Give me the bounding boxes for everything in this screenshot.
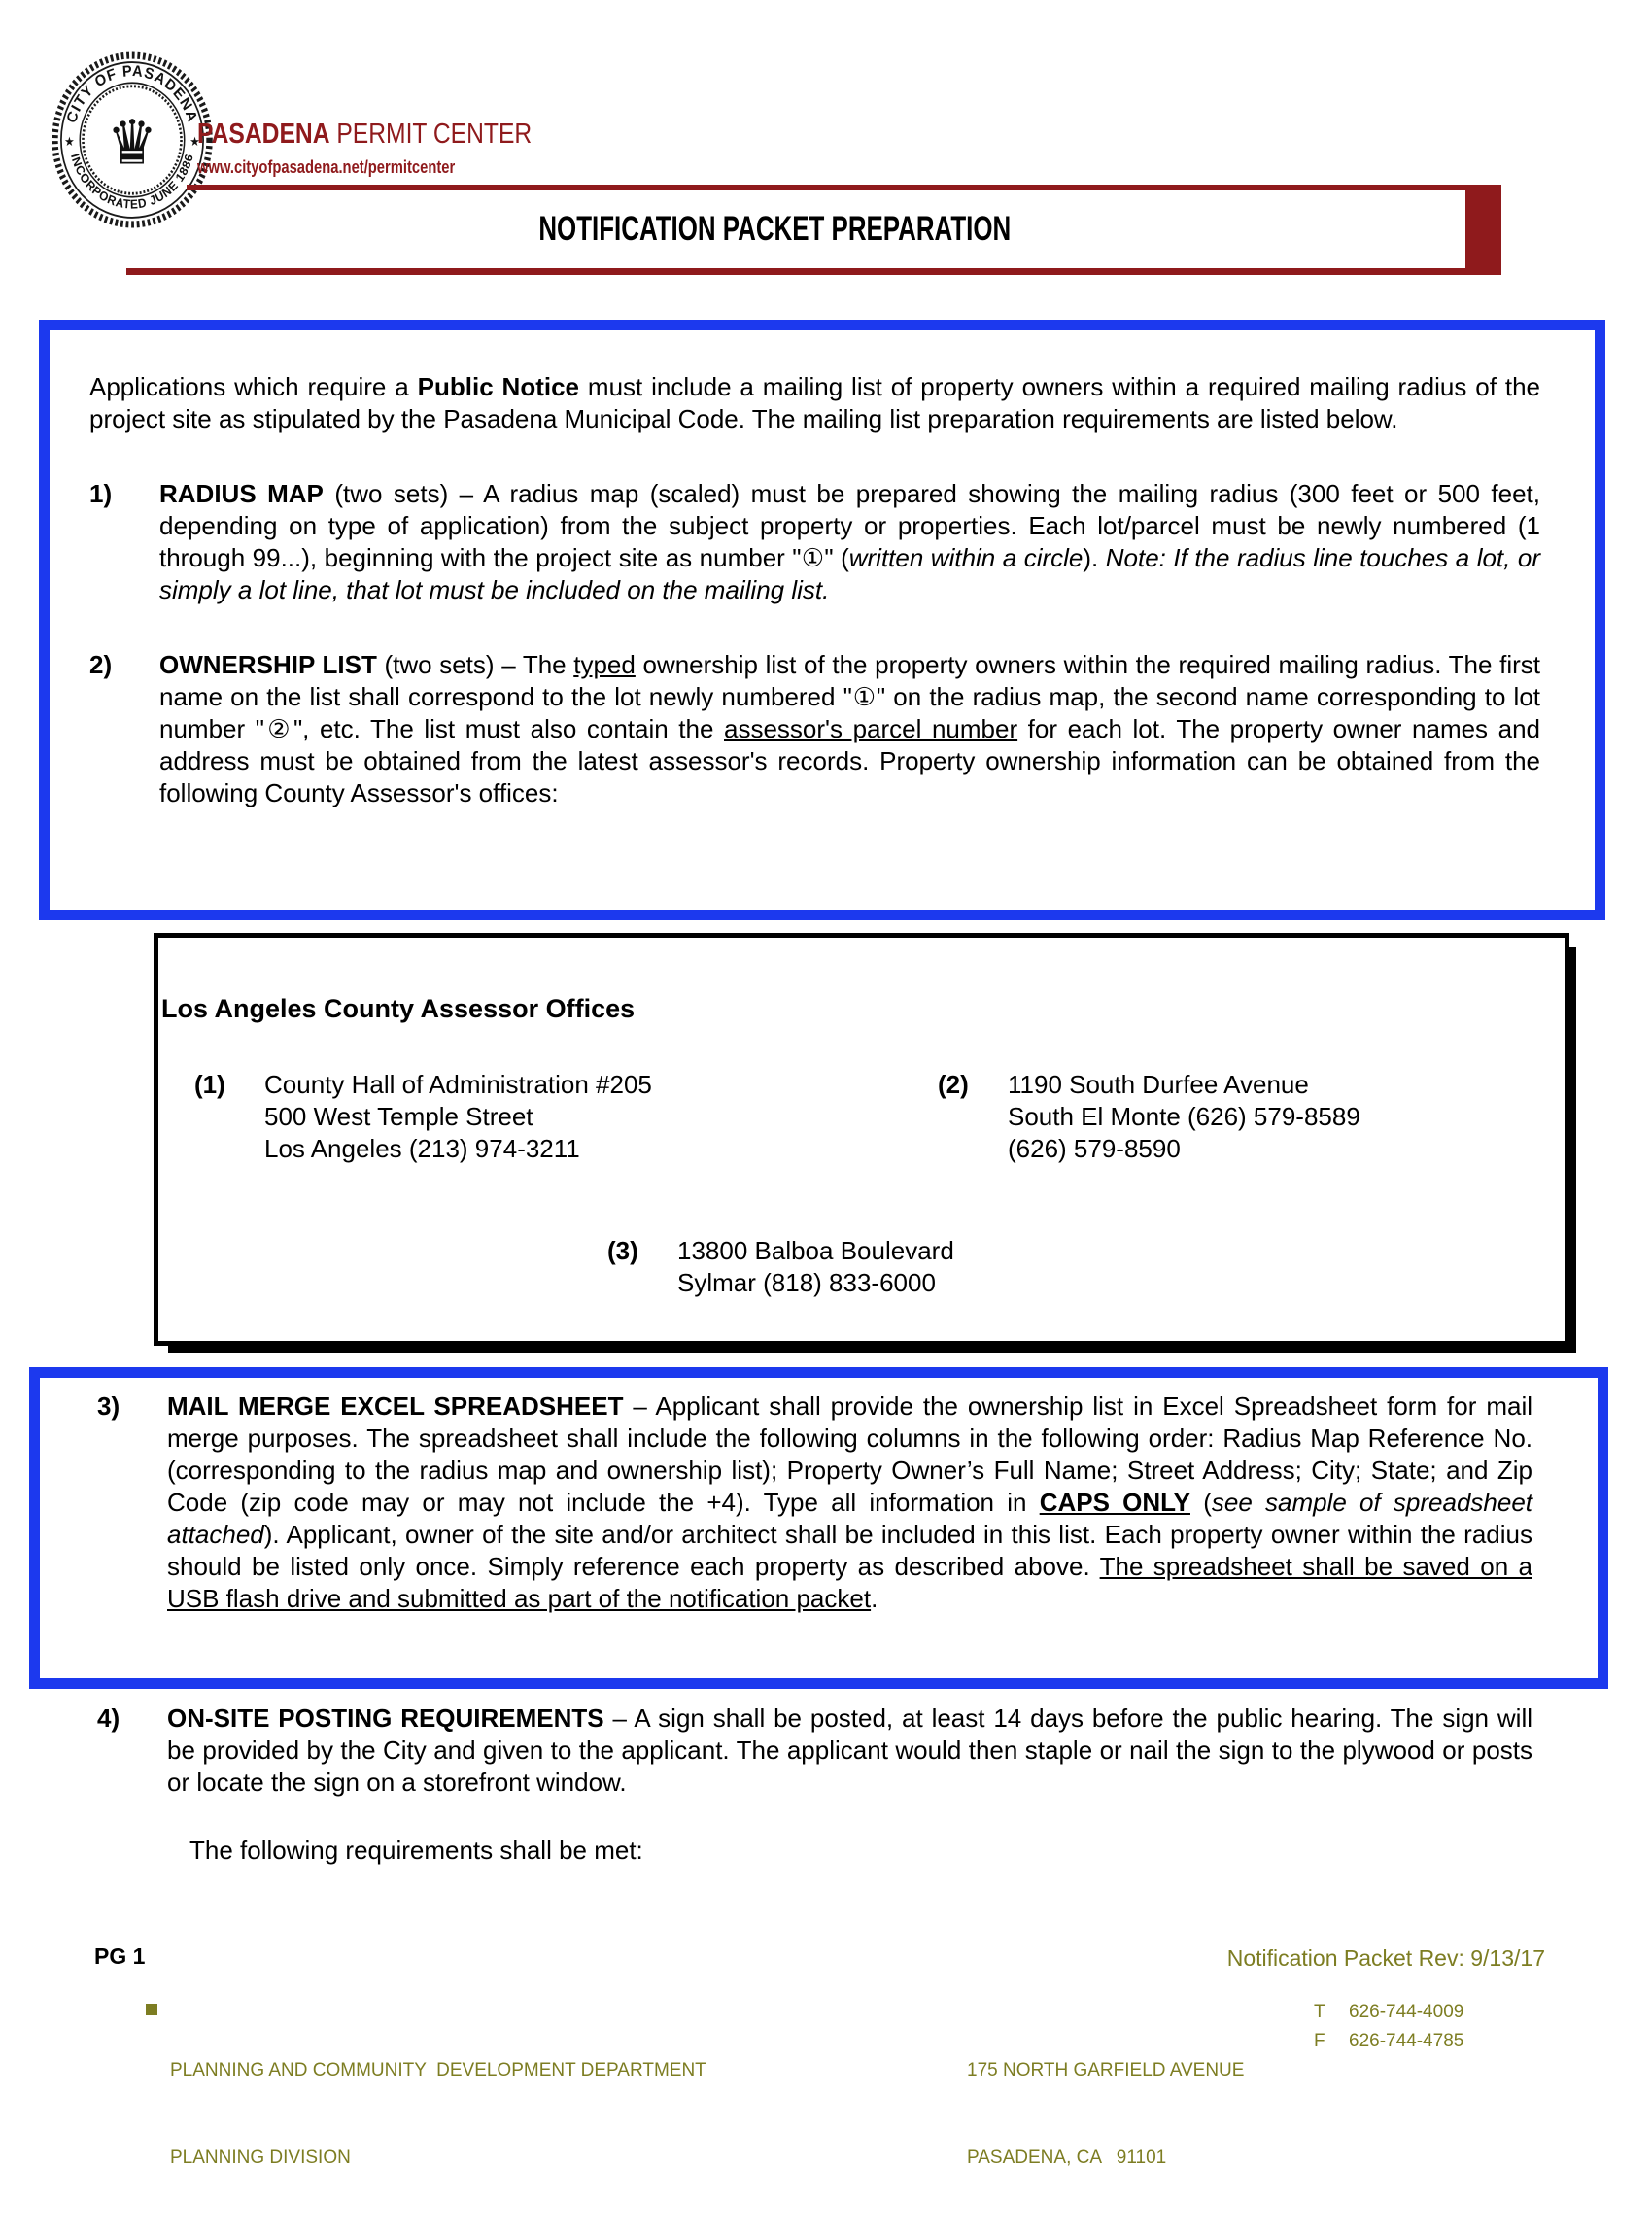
city-state-zip: PASADENA, CA 91101 <box>967 2147 1167 2168</box>
office-address-line: (626) 579-8590 <box>1008 1134 1181 1163</box>
intro-paragraph <box>89 371 1540 435</box>
phone-label: T <box>1314 2002 1325 2022</box>
text-segment: – Applicant shall provide the ownership list in Excel Spreadsheet form for mail merge purposes. The spreadsheet shall include the following columns in the following order: Radius Map Reference No. (corresponding to the radius map and ownership list); Property Owner’s Full Name; Street Address; City; State; and Zip Code (zip code may or may not include the +4). Type all information in <box>167 1391 1532 1517</box>
office-address-line: County Hall of Administration #205 <box>264 1070 652 1099</box>
office-number: (3) <box>607 1236 638 1265</box>
text-segment: ). Applicant, owner of the site and/or architect shall be included in this list. Each property owner within the radius should be listed only once. Simply reference each property as described above. <box>167 1520 1532 1581</box>
office-address-line: 1190 South Durfee Avenue <box>1008 1070 1309 1099</box>
office-address <box>264 1069 652 1165</box>
text-segment: ON-SITE POSTING REQUIREMENTS <box>167 1703 604 1733</box>
text-segment: Public Notice <box>417 372 580 401</box>
assessor-offices-row <box>158 1069 1565 1165</box>
assessor-offices-box <box>154 933 1569 1346</box>
department-name: PLANNING AND COMMUNITY DEVELOPMENT DEPARTMENT <box>170 2060 706 2080</box>
item-body <box>167 1390 1532 1615</box>
brand-name: PASADENA <box>197 119 330 150</box>
street-address: 175 NORTH GARFIELD AVENUE <box>967 2060 1245 2080</box>
brand-suffix: PERMIT CENTER <box>329 119 533 150</box>
public-notice-box <box>39 320 1605 920</box>
text-segment: assessor's parcel number <box>724 714 1018 743</box>
office-number: (2) <box>938 1070 969 1099</box>
text-segment: RADIUS MAP <box>159 479 324 508</box>
phone-number: 626-744-4009 <box>1349 2002 1464 2022</box>
text-segment: must include a mailing list of property owners within a required mailing radius of the project site as stipulated by the Pasadena Municipal Code. The mailing list preparation requirements are listed below. <box>89 372 1540 433</box>
text-segment: written within a circle <box>848 543 1084 572</box>
title-band <box>0 190 1549 268</box>
fax-number: 626-744-4785 <box>1349 2031 1464 2051</box>
text-segment: (two sets) – The <box>376 650 574 679</box>
seal-top-text: CITY OF PASADENA <box>63 62 201 125</box>
list-item-ownership-list <box>89 649 1540 809</box>
department-lines <box>170 1998 706 2231</box>
item-number: 1) <box>89 479 113 508</box>
text-segment: ( <box>1189 1488 1212 1517</box>
star-icon: ★ <box>64 134 75 150</box>
text-segment: – A sign shall be posted, at least 14 days before the public hearing. The sign will be provided by the City and given to the applicant. The applicant would then staple or nail the sign to the plywood or posts or locate the sign on a storefront window. <box>167 1703 1532 1797</box>
footer-department <box>146 1998 706 2231</box>
page-title: NOTIFICATION PACKET PREPARATION <box>538 210 1011 248</box>
office-address-line: South El Monte (626) 579-8589 <box>1008 1102 1360 1131</box>
office-address <box>1008 1069 1360 1165</box>
list-item-mail-merge <box>97 1390 1532 1615</box>
address-lines <box>967 1998 1244 2231</box>
revision-note: Notification Packet Rev: 9/13/17 <box>1226 1945 1545 1971</box>
text-segment: The spreadsheet shall be saved on a USB flash drive and submitted as part of the notification packet <box>167 1552 1532 1613</box>
text-segment: (two sets) – A radius map (scaled) must be prepared showing the mailing radius (300 feet or 500 feet, depending on type of application) from the subject property or properties. Each lot/parcel must be newly numbered (1 through 99...), beginning with the project site as number "①" ( <box>159 479 1540 572</box>
item-body <box>159 478 1540 606</box>
assessor-offices-row <box>158 1235 1565 1299</box>
text-segment: for each lot. The property owner names and address must be obtained from the latest assessor's records. Property ownership information can be obtained from the following County Assessor's offices: <box>159 714 1541 807</box>
text-segment: ownership list of the property owners within the required mailing radius. The first name on the list shall correspond to the lot newly numbered "①" on the radius map, the second name corresponding to lot number "②", etc. The list must also contain the <box>159 650 1540 743</box>
office-address-line: Los Angeles (213) 974-3211 <box>264 1134 580 1163</box>
site-url: www.cityofpasadena.net/permitcenter <box>197 157 456 177</box>
seal-bottom-text: INCORPORATED JUNE 1886 <box>68 152 196 212</box>
footer-phones <box>1314 1998 1463 2056</box>
office-address-line: Sylmar (818) 833-6000 <box>677 1268 936 1297</box>
fax-line <box>1314 2027 1463 2056</box>
office-entry <box>194 1069 938 1165</box>
title-accent-block <box>1465 190 1501 268</box>
item-number: 4) <box>97 1703 120 1733</box>
text-segment: Note: If the radius line touches a lot, or simply a lot line, that lot must be included on the mailing list. <box>159 543 1540 604</box>
text-segment: see sample of spreadsheet attached <box>167 1488 1533 1549</box>
assessor-box-title: Los Angeles County Assessor Offices <box>161 994 636 1023</box>
header-rule-bottom <box>126 268 1501 275</box>
office-address-line: 13800 Balboa Boulevard <box>677 1236 954 1265</box>
text-segment: ). <box>1083 543 1106 572</box>
following-note: The following requirements shall be met: <box>189 1836 643 1865</box>
crown-icon: ♛ <box>106 108 158 178</box>
item-body <box>167 1702 1532 1799</box>
page-number: PG 1 <box>94 1943 146 1969</box>
fax-label: F <box>1314 2031 1325 2051</box>
office-address <box>677 1235 954 1299</box>
text-segment: MAIL MERGE EXCEL SPREADSHEET <box>167 1391 624 1421</box>
list-item-onsite-posting <box>97 1702 1532 1799</box>
office-number: (1) <box>194 1070 225 1099</box>
text-segment: OWNERSHIP LIST <box>159 650 377 679</box>
item-number: 3) <box>97 1391 120 1421</box>
mail-merge-box <box>29 1367 1608 1689</box>
square-bullet-icon <box>146 2004 157 2015</box>
office-entry <box>607 1235 954 1299</box>
office-address-line: 500 West Temple Street <box>264 1102 533 1131</box>
footer-address <box>967 1998 1244 2231</box>
item-number: 2) <box>89 650 113 679</box>
text-segment: CAPS ONLY <box>1039 1488 1190 1517</box>
phone-line <box>1314 1998 1463 2027</box>
item-body <box>159 649 1540 809</box>
text-segment: Applications which require a <box>89 372 418 401</box>
brand-line <box>197 119 532 151</box>
division-name: PLANNING DIVISION <box>170 2147 351 2168</box>
office-entry <box>938 1069 1360 1165</box>
text-segment: typed <box>573 650 636 679</box>
text-segment: . <box>871 1584 878 1613</box>
star-icon: ★ <box>189 134 200 150</box>
list-item-radius-map <box>89 478 1540 606</box>
